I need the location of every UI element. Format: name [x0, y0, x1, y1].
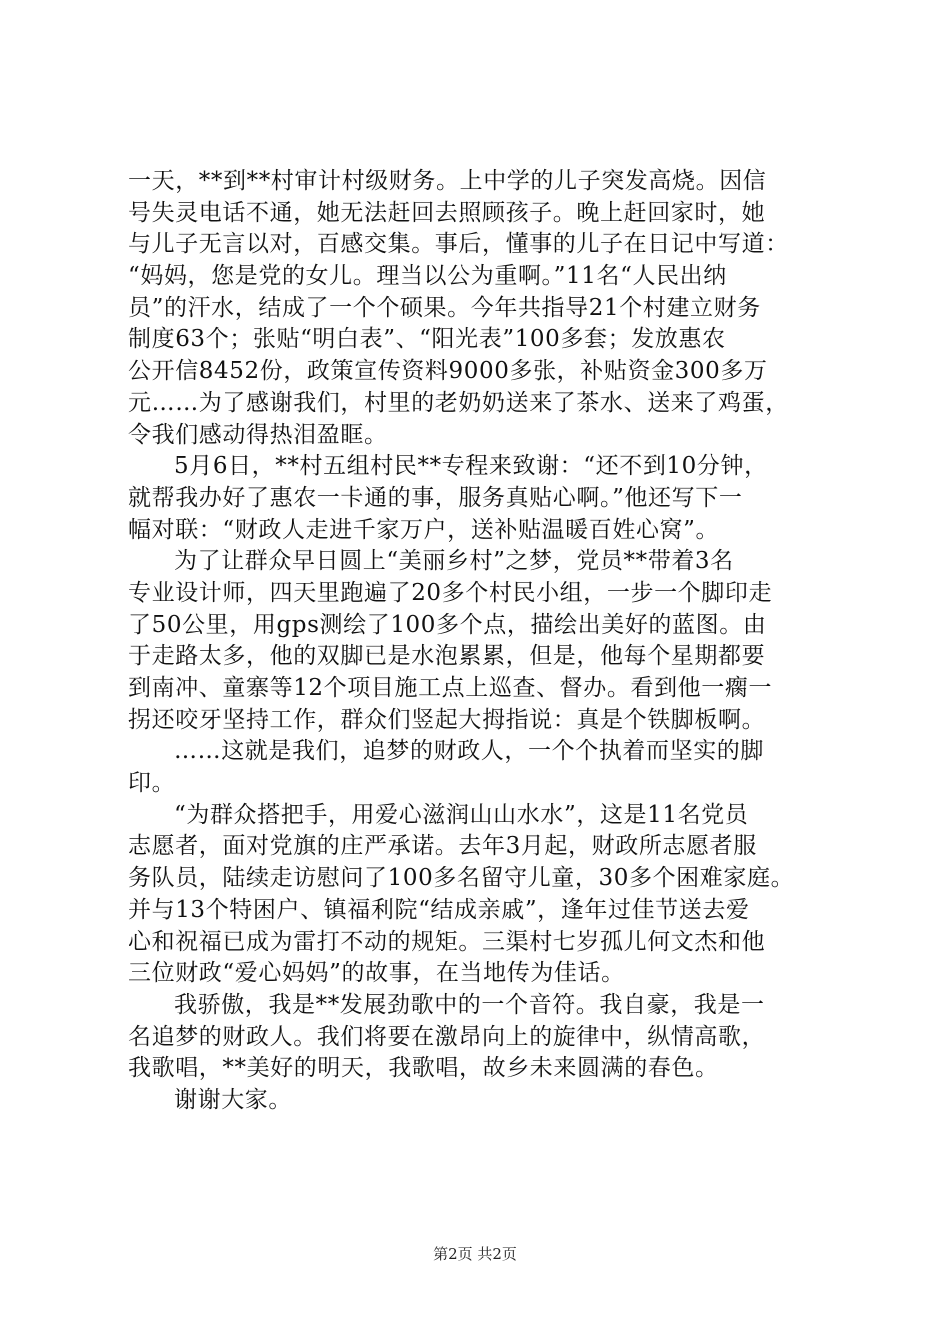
- text-line: 幅对联：“财政人走进千家万户，送补贴温暖百姓心窝”。: [128, 516, 720, 543]
- text-line: 了50公里，用gps测绘了100多个点，描绘出美好的蓝图。由: [128, 611, 767, 638]
- text-line: 令我们感动得热泪盈眶。: [128, 421, 388, 448]
- text-line: 就帮我办好了惠农一卡通的事，服务真贴心啊。”他还写下一: [128, 484, 743, 511]
- text-line: 公开信8452份，政策宣传资料9000多张，补贴资金300多万: [128, 358, 768, 385]
- text-line: 志愿者，面对党旗的庄严承诺。去年3月起，财政所志愿者服: [128, 833, 757, 860]
- text-line: “为群众搭把手，用爱心滋润山山水水”，这是11名党员: [174, 801, 749, 828]
- text-line: 制度63个；张贴“明白表”、“阳光表”100多套；发放惠农: [128, 326, 726, 353]
- text-line: 于走路太多，他的双脚已是水泡累累，但是，他每个星期都要: [128, 643, 766, 670]
- text-line: 与儿子无言以对，百感交集。事后，懂事的儿子在日记中写道：: [128, 231, 789, 258]
- page-footer: 第2页 共2页: [433, 1245, 517, 1263]
- text-line: 三位财政“爱心妈妈”的故事，在当地传为佳话。: [128, 960, 625, 987]
- text-line: 我歌唱，**美好的明天，我歌唱，故乡未来圆满的春色。: [128, 1055, 719, 1082]
- text-line: 我骄傲，我是**发展劲歌中的一个音符。我自豪，我是一: [174, 991, 765, 1018]
- text-line: “妈妈，您是党的女儿。理当以公为重啊。”11名“人民出纳: [128, 263, 727, 290]
- text-line: 一天，**到**村审计村级财务。上中学的儿子突发高烧。因信: [128, 168, 767, 194]
- text-line: 为了让群众早日圆上“美丽乡村”之梦，党员**带着3名: [174, 548, 734, 575]
- text-line: 务队员，陆续走访慰问了100多名留守儿童，30多个困难家庭。: [128, 865, 795, 892]
- text-line: 拐还咬牙坚持工作，群众们竖起大拇指说：真是个铁脚板啊。: [128, 706, 766, 733]
- text-line: 号失灵电话不通，她无法赶回去照顾孩子。晚上赶回家时，她: [128, 199, 766, 226]
- text-line: 名追梦的财政人。我们将要在激昂向上的旋律中，纵情高歌，: [128, 1023, 766, 1050]
- text-line: 并与13个特困户、镇福利院“结成亲戚”，逢年过佳节送去爱: [128, 896, 750, 923]
- text-line: 5月6日，**村五组村民**专程来致谢：“还不到10分钟，: [174, 453, 768, 480]
- text-line: 印。: [128, 770, 176, 797]
- text-line: 谢谢大家。: [174, 1086, 292, 1113]
- text-line: 心和祝福已成为雷打不动的规矩。三渠村七岁孤儿何文杰和他: [128, 928, 766, 955]
- text-line: 元……为了感谢我们，村里的老奶奶送来了茶水、送来了鸡蛋，: [128, 389, 789, 416]
- text-line: 专业设计师，四天里跑遍了20多个村民小组，一步一个脚印走: [128, 579, 773, 606]
- text-line: 到南冲、童寨等12个项目施工点上巡查、督办。看到他一瘸一: [128, 675, 773, 701]
- document-body: [128, 166, 828, 1117]
- text-line: 员”的汗水，结成了一个个硕果。今年共指导21个村建立财务: [128, 294, 761, 321]
- text-line: ……这就是我们，追梦的财政人，一个个执着而坚实的脚: [174, 738, 764, 765]
